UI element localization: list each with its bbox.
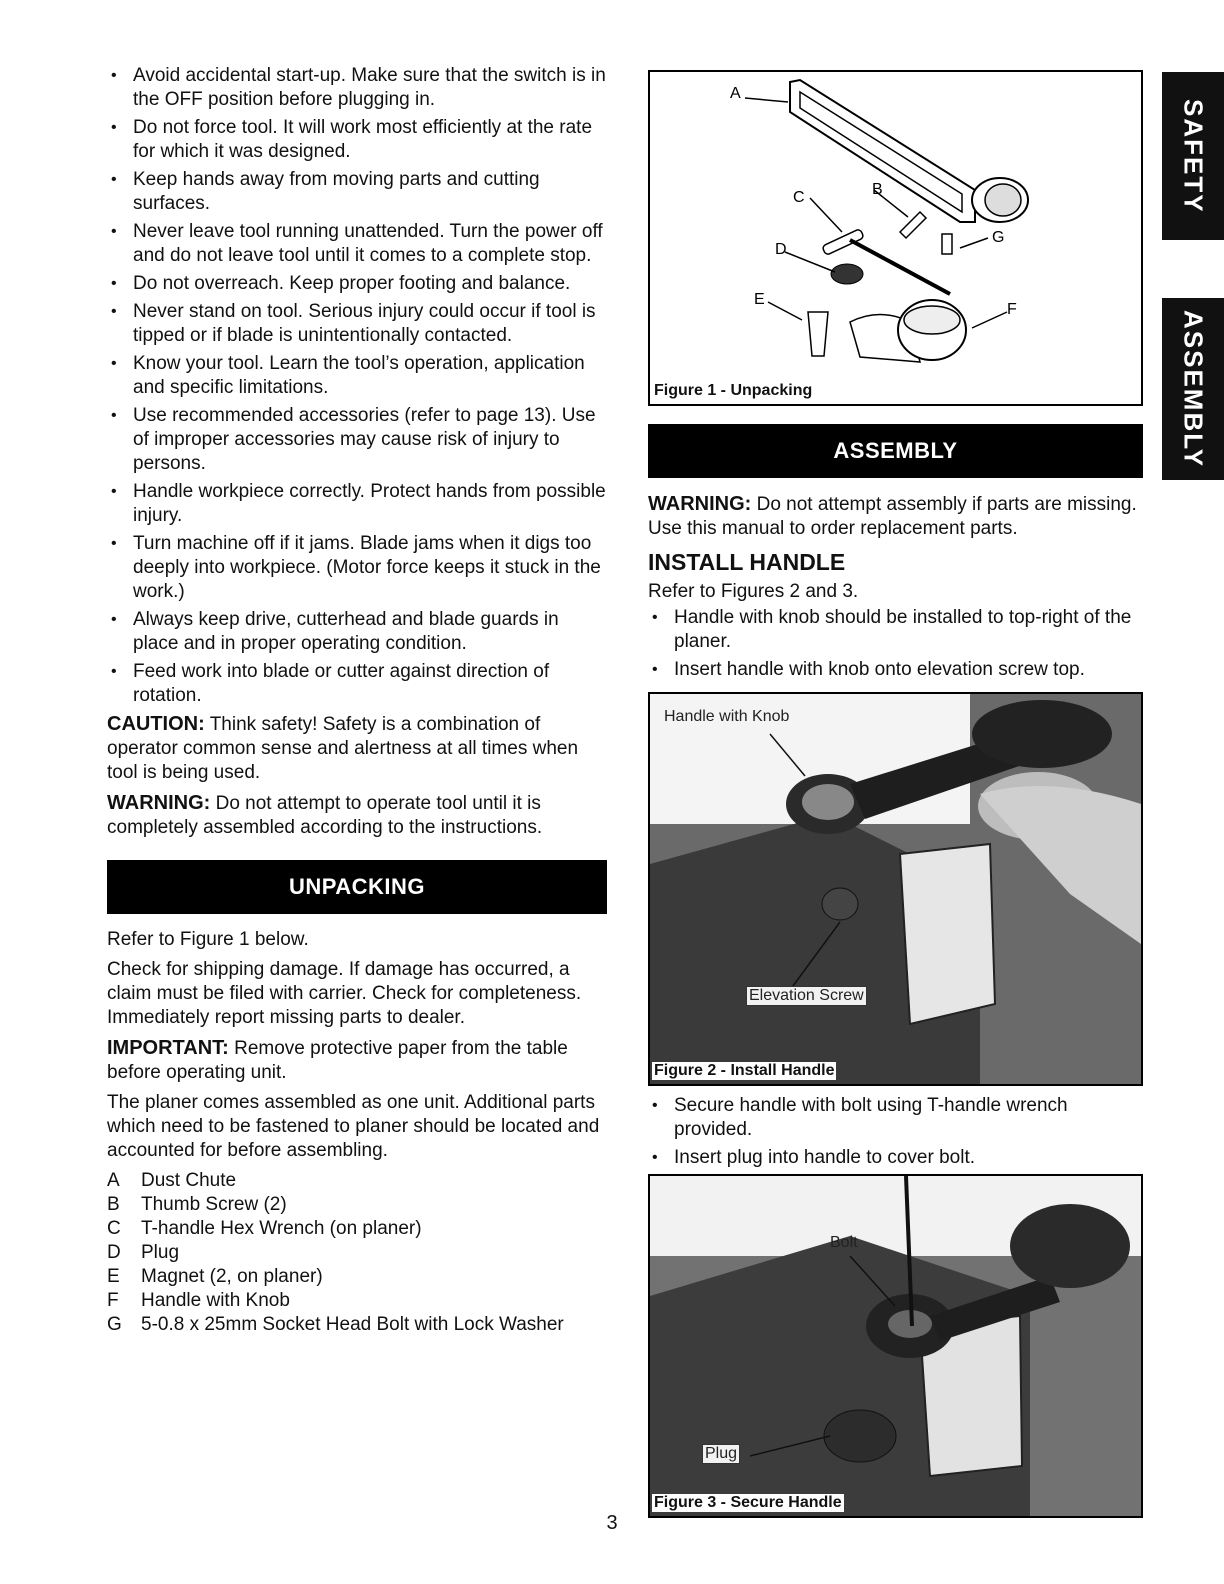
part-letter: G <box>107 1314 122 1335</box>
plug-callout: Plug <box>702 1444 740 1464</box>
handle-with-knob-callout: Handle with Knob <box>664 708 790 725</box>
warning-text: Do not attempt assembly if parts are missing. Use this manual to order replacement parts. <box>648 494 1137 539</box>
list-item: • Secure handle with bolt using T-handle wrench provided. <box>648 1094 1143 1142</box>
figure-secure-handle <box>648 1174 1143 1518</box>
label-f: F <box>1007 301 1017 318</box>
important-paragraph <box>107 1036 607 1085</box>
parts-illustration <box>650 72 1141 404</box>
list-item: • Turn machine off if it jams. Blade jams when it digs too deeply into workpiece. (Motor force keeps it stuck in the work.) <box>107 532 607 604</box>
part-letter: C <box>107 1218 121 1239</box>
part-name: Thumb Screw (2) <box>141 1194 287 1215</box>
label-g: G <box>992 229 1005 246</box>
part-name: Magnet (2, on planer) <box>141 1266 323 1287</box>
label-d: D <box>775 241 787 258</box>
list-item: • Know your tool. Learn the tool’s operation, application and specific limitations. <box>107 352 607 400</box>
install-handle-heading: INSTALL HANDLE <box>648 549 846 575</box>
figure1-caption: Figure 1 - Unpacking <box>654 382 813 399</box>
parts-row <box>107 1193 607 1217</box>
part-name: 5-0.8 x 25mm Socket Head Bolt with Lock Washer <box>141 1314 564 1335</box>
label-a: A <box>730 85 741 102</box>
list-item: • Keep hands away from moving parts and cutting surfaces. <box>107 168 607 216</box>
label-b: B <box>872 181 883 198</box>
warning-label: WARNING: <box>648 493 752 515</box>
part-letter: D <box>107 1242 121 1263</box>
caution-paragraph <box>107 712 607 785</box>
important-label: IMPORTANT: <box>107 1037 229 1059</box>
page-number: 3 <box>606 1512 618 1534</box>
list-item: • Always keep drive, cutterhead and blade guards in place and in proper operating condition. <box>107 608 607 656</box>
list-item: • Never leave tool running unattended. Turn the power off and do not leave tool until it comes to a complete stop. <box>107 220 607 268</box>
label-c: C <box>793 189 805 206</box>
safety-rules-list <box>107 64 607 708</box>
figure-unpacking <box>648 70 1143 406</box>
right-column <box>648 70 1143 1518</box>
important-text: Remove protective paper from the table before operating unit. <box>107 1038 568 1083</box>
part-name: Dust Chute <box>141 1170 237 1191</box>
part-letter: E <box>107 1266 120 1287</box>
elevation-screw-callout: Elevation Screw <box>746 986 867 1006</box>
part-letter: A <box>107 1170 120 1191</box>
warning-paragraph <box>107 791 607 840</box>
secure-handle-photo <box>650 1176 1141 1516</box>
list-item: • Insert handle with knob onto elevation screw top. <box>648 658 1143 682</box>
unpacking-damage: Check for shipping damage. If damage has occurred, a claim must be filed with carrier. Check for completeness. Immediately report missing parts to dealer. <box>107 959 582 1028</box>
unpacking-banner: UNPACKING <box>107 860 607 914</box>
assembly-tab <box>1162 298 1224 480</box>
unpacking-refer: Refer to Figure 1 below. <box>107 929 309 950</box>
label-e: E <box>754 291 765 308</box>
parts-row <box>107 1169 607 1193</box>
list-item: • Do not overreach. Keep proper footing and balance. <box>107 272 607 296</box>
list-item: • Handle with knob should be installed to top-right of the planer. <box>648 606 1143 654</box>
parts-list <box>107 1169 607 1337</box>
caution-label: CAUTION: <box>107 713 205 735</box>
figure3-caption: Figure 3 - Secure Handle <box>654 1494 842 1511</box>
part-letter: F <box>107 1290 119 1311</box>
parts-row <box>107 1217 607 1241</box>
warning-label: WARNING: <box>107 792 211 814</box>
parts-row <box>107 1289 607 1313</box>
secure-steps-list <box>648 1094 1143 1170</box>
safety-tab-label: SAFETY <box>1178 98 1209 214</box>
install-steps-list <box>648 606 1143 682</box>
caution-text: Think safety! Safety is a combination of operator common sense and alertness at all times when tool is being used. <box>107 714 579 783</box>
parts-row <box>107 1265 607 1289</box>
part-name: Plug <box>141 1242 180 1263</box>
parts-row <box>107 1241 607 1265</box>
unpacking-assembled: The planer comes assembled as one unit. Additional parts which need to be fastened to planer should be located and accounted for before assembling. <box>107 1092 600 1161</box>
list-item: • Handle workpiece correctly. Protect hands from possible injury. <box>107 480 607 528</box>
figure2-caption: Figure 2 - Install Handle <box>654 1062 835 1079</box>
install-refer: Refer to Figures 2 and 3. <box>648 581 859 602</box>
assembly-tab-label: ASSEMBLY <box>1178 309 1209 469</box>
parts-row <box>107 1313 607 1337</box>
assembly-banner: ASSEMBLY <box>648 424 1143 478</box>
list-item: • Insert plug into handle to cover bolt. <box>648 1146 1143 1170</box>
list-item: • Avoid accidental start-up. Make sure that the switch is in the OFF position before plugging in. <box>107 64 607 112</box>
safety-tab <box>1162 72 1224 240</box>
install-handle-photo <box>650 694 1141 1084</box>
warning-text: Do not attempt to operate tool until it is completely assembled according to the instructions. <box>107 793 543 838</box>
list-item: • Feed work into blade or cutter against direction of rotation. <box>107 660 607 708</box>
part-letter: B <box>107 1194 120 1215</box>
part-name: Handle with Knob <box>141 1290 290 1311</box>
list-item: • Use recommended accessories (refer to page 13). Use of improper accessories may cause risk of injury to persons. <box>107 404 607 476</box>
part-name: T-handle Hex Wrench (on planer) <box>141 1218 422 1239</box>
list-item: • Never stand on tool. Serious injury could occur if tool is tipped or if blade is unintentionally contacted. <box>107 300 607 348</box>
bolt-callout: Bolt <box>830 1234 858 1251</box>
figure-install-handle <box>648 692 1143 1086</box>
left-column <box>107 64 607 1337</box>
list-item: • Do not force tool. It will work most efficiently at the rate for which it was designed. <box>107 116 607 164</box>
assembly-warning <box>648 492 1143 541</box>
